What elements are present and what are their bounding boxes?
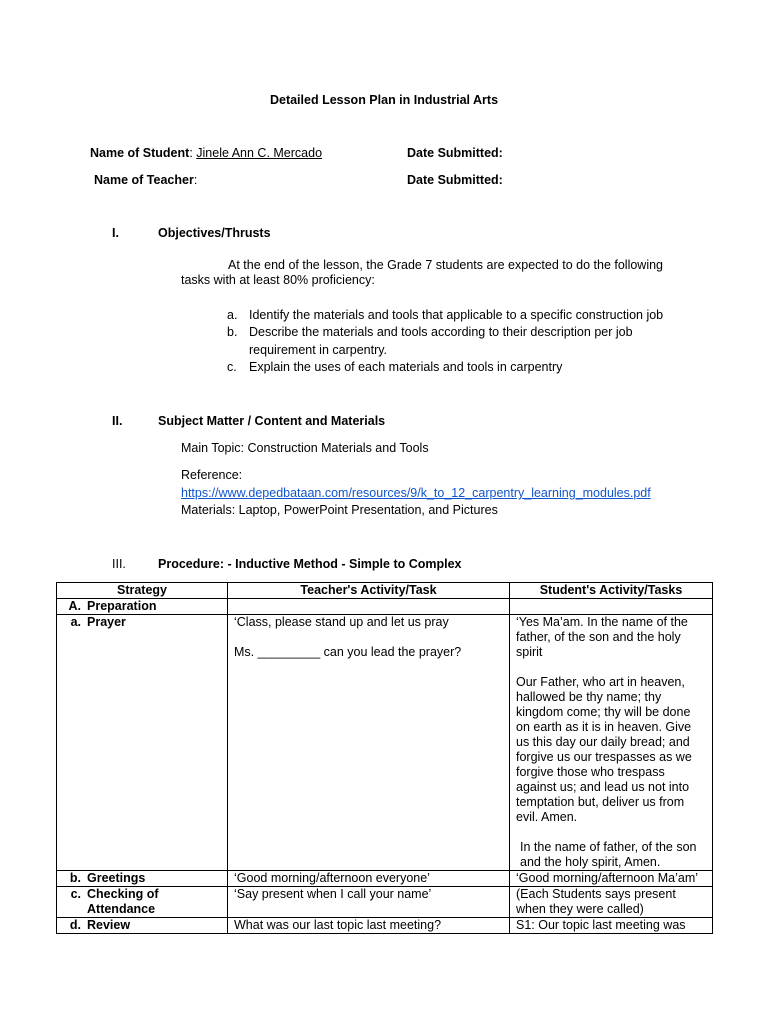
- objective-item-b-text-cont: requirement in carpentry.: [249, 343, 388, 357]
- objectives-intro-line2: tasks with at least 80% proficiency:: [181, 273, 375, 287]
- date-submitted-label-2: Date Submitted:: [407, 173, 503, 187]
- table-row-prayer: [57, 615, 713, 871]
- table-row-review: [57, 918, 713, 934]
- student-name-value: Jinele Ann C. Mercado: [196, 146, 323, 160]
- column-header-strategy: Strategy: [57, 583, 228, 599]
- section-heading-subject: Subject Matter / Content and Materials: [158, 414, 386, 428]
- student-cell: [510, 599, 713, 615]
- section-heading-objectives: Objectives/Thrusts: [158, 226, 271, 240]
- strategy-cell: [57, 599, 228, 615]
- student-cell: ‘Good morning/afternoon Ma’am’: [510, 871, 713, 887]
- column-header-teacher: Teacher's Activity/Task: [228, 583, 510, 599]
- objective-item-b-text: Describe the materials and tools according to their description per job: [249, 325, 633, 339]
- objective-item-a-text: Identify the materials and tools that applicable to a specific construction job: [249, 308, 664, 322]
- student-cell: S1: Our topic last meeting was: [510, 918, 713, 934]
- strategy-cell: [57, 615, 228, 871]
- date-submitted-label-1: Date Submitted:: [407, 146, 503, 160]
- strategy-letter: c.: [70, 887, 81, 901]
- column-header-student: Student's Activity/Tasks: [510, 583, 713, 599]
- student-name-label: Name of Student: [90, 146, 190, 160]
- student-text: ‘Yes Ma’am. In the name of the father, of the son and the holy spirit: [516, 615, 688, 659]
- section-heading-procedure: Procedure: - Inductive Method - Simple to Complex: [158, 557, 462, 571]
- section-numeral-2: II.: [112, 414, 123, 428]
- objective-item-a-letter: a.: [227, 308, 238, 322]
- objective-item-c-letter: c.: [227, 360, 237, 374]
- reference-label: Reference:: [181, 468, 243, 482]
- teacher-cell: [228, 615, 510, 871]
- section-numeral-1: I.: [112, 226, 119, 240]
- table-row-preparation: [57, 599, 713, 615]
- objective-item-b-letter: b.: [227, 325, 238, 339]
- table-row-greetings: [57, 871, 713, 887]
- strategy-label: Checking of Attendance: [87, 887, 159, 916]
- student-cell: (Each Students says present when they were called): [510, 887, 713, 918]
- strategy-letter: A.: [68, 599, 81, 613]
- strategy-label: Prayer: [87, 615, 126, 629]
- table-row-attendance: [57, 887, 713, 918]
- strategy-letter: d.: [69, 918, 81, 932]
- main-topic: Main Topic: Construction Materials and Tools: [181, 441, 429, 455]
- teacher-cell: [228, 599, 510, 615]
- teacher-name-label: Name of Teacher: [94, 173, 194, 187]
- table-header-row: [57, 583, 713, 599]
- section-numeral-3: III.: [112, 557, 126, 571]
- strategy-label: Greetings: [87, 871, 146, 885]
- strategy-label: Review: [87, 918, 131, 932]
- reference-link[interactable]: https://www.depedbataan.com/resources/9/k_to_12_carpentry_learning_modules.pdf: [181, 486, 651, 500]
- teacher-text: Ms. _________ can you lead the prayer?: [234, 645, 462, 659]
- materials-text: Materials: Laptop, PowerPoint Presentation, and Pictures: [181, 503, 498, 517]
- student-text: Our Father, who art in heaven, hallowed be thy name; thy kingdom come; thy will be done on earth as it is in heaven. Give us this day our daily bread; and forgive us our trespasses as we forgive those who trespass against us; and lead us not into temptation but, deliver us from evil. Amen.: [516, 675, 692, 824]
- teacher-cell: ‘Good morning/afternoon everyone’: [228, 871, 510, 887]
- procedure-table: [56, 582, 713, 934]
- teacher-text: ‘Class, please stand up and let us pray: [234, 615, 449, 629]
- student-cell: [510, 615, 713, 871]
- objectives-intro-line1: At the end of the lesson, the Grade 7 students are expected to do the following: [228, 258, 664, 272]
- strategy-cell: [57, 887, 228, 918]
- student-name-field: Name of Student: Jinele Ann C. Mercado: [90, 146, 323, 160]
- teacher-name-field: Name of Teacher:: [94, 173, 198, 187]
- document-title: Detailed Lesson Plan in Industrial Arts: [269, 93, 499, 107]
- teacher-cell: ‘Say present when I call your name’: [228, 887, 510, 918]
- strategy-cell: [57, 918, 228, 934]
- objective-item-c-text: Explain the uses of each materials and tools in carpentry: [249, 360, 563, 374]
- teacher-cell: What was our last topic last meeting?: [228, 918, 510, 934]
- strategy-cell: [57, 871, 228, 887]
- strategy-letter: b.: [69, 871, 81, 885]
- strategy-letter: a.: [70, 615, 81, 629]
- student-text: In the name of father, of the son and the holy spirit, Amen.: [520, 840, 697, 869]
- strategy-label: Preparation: [87, 599, 157, 613]
